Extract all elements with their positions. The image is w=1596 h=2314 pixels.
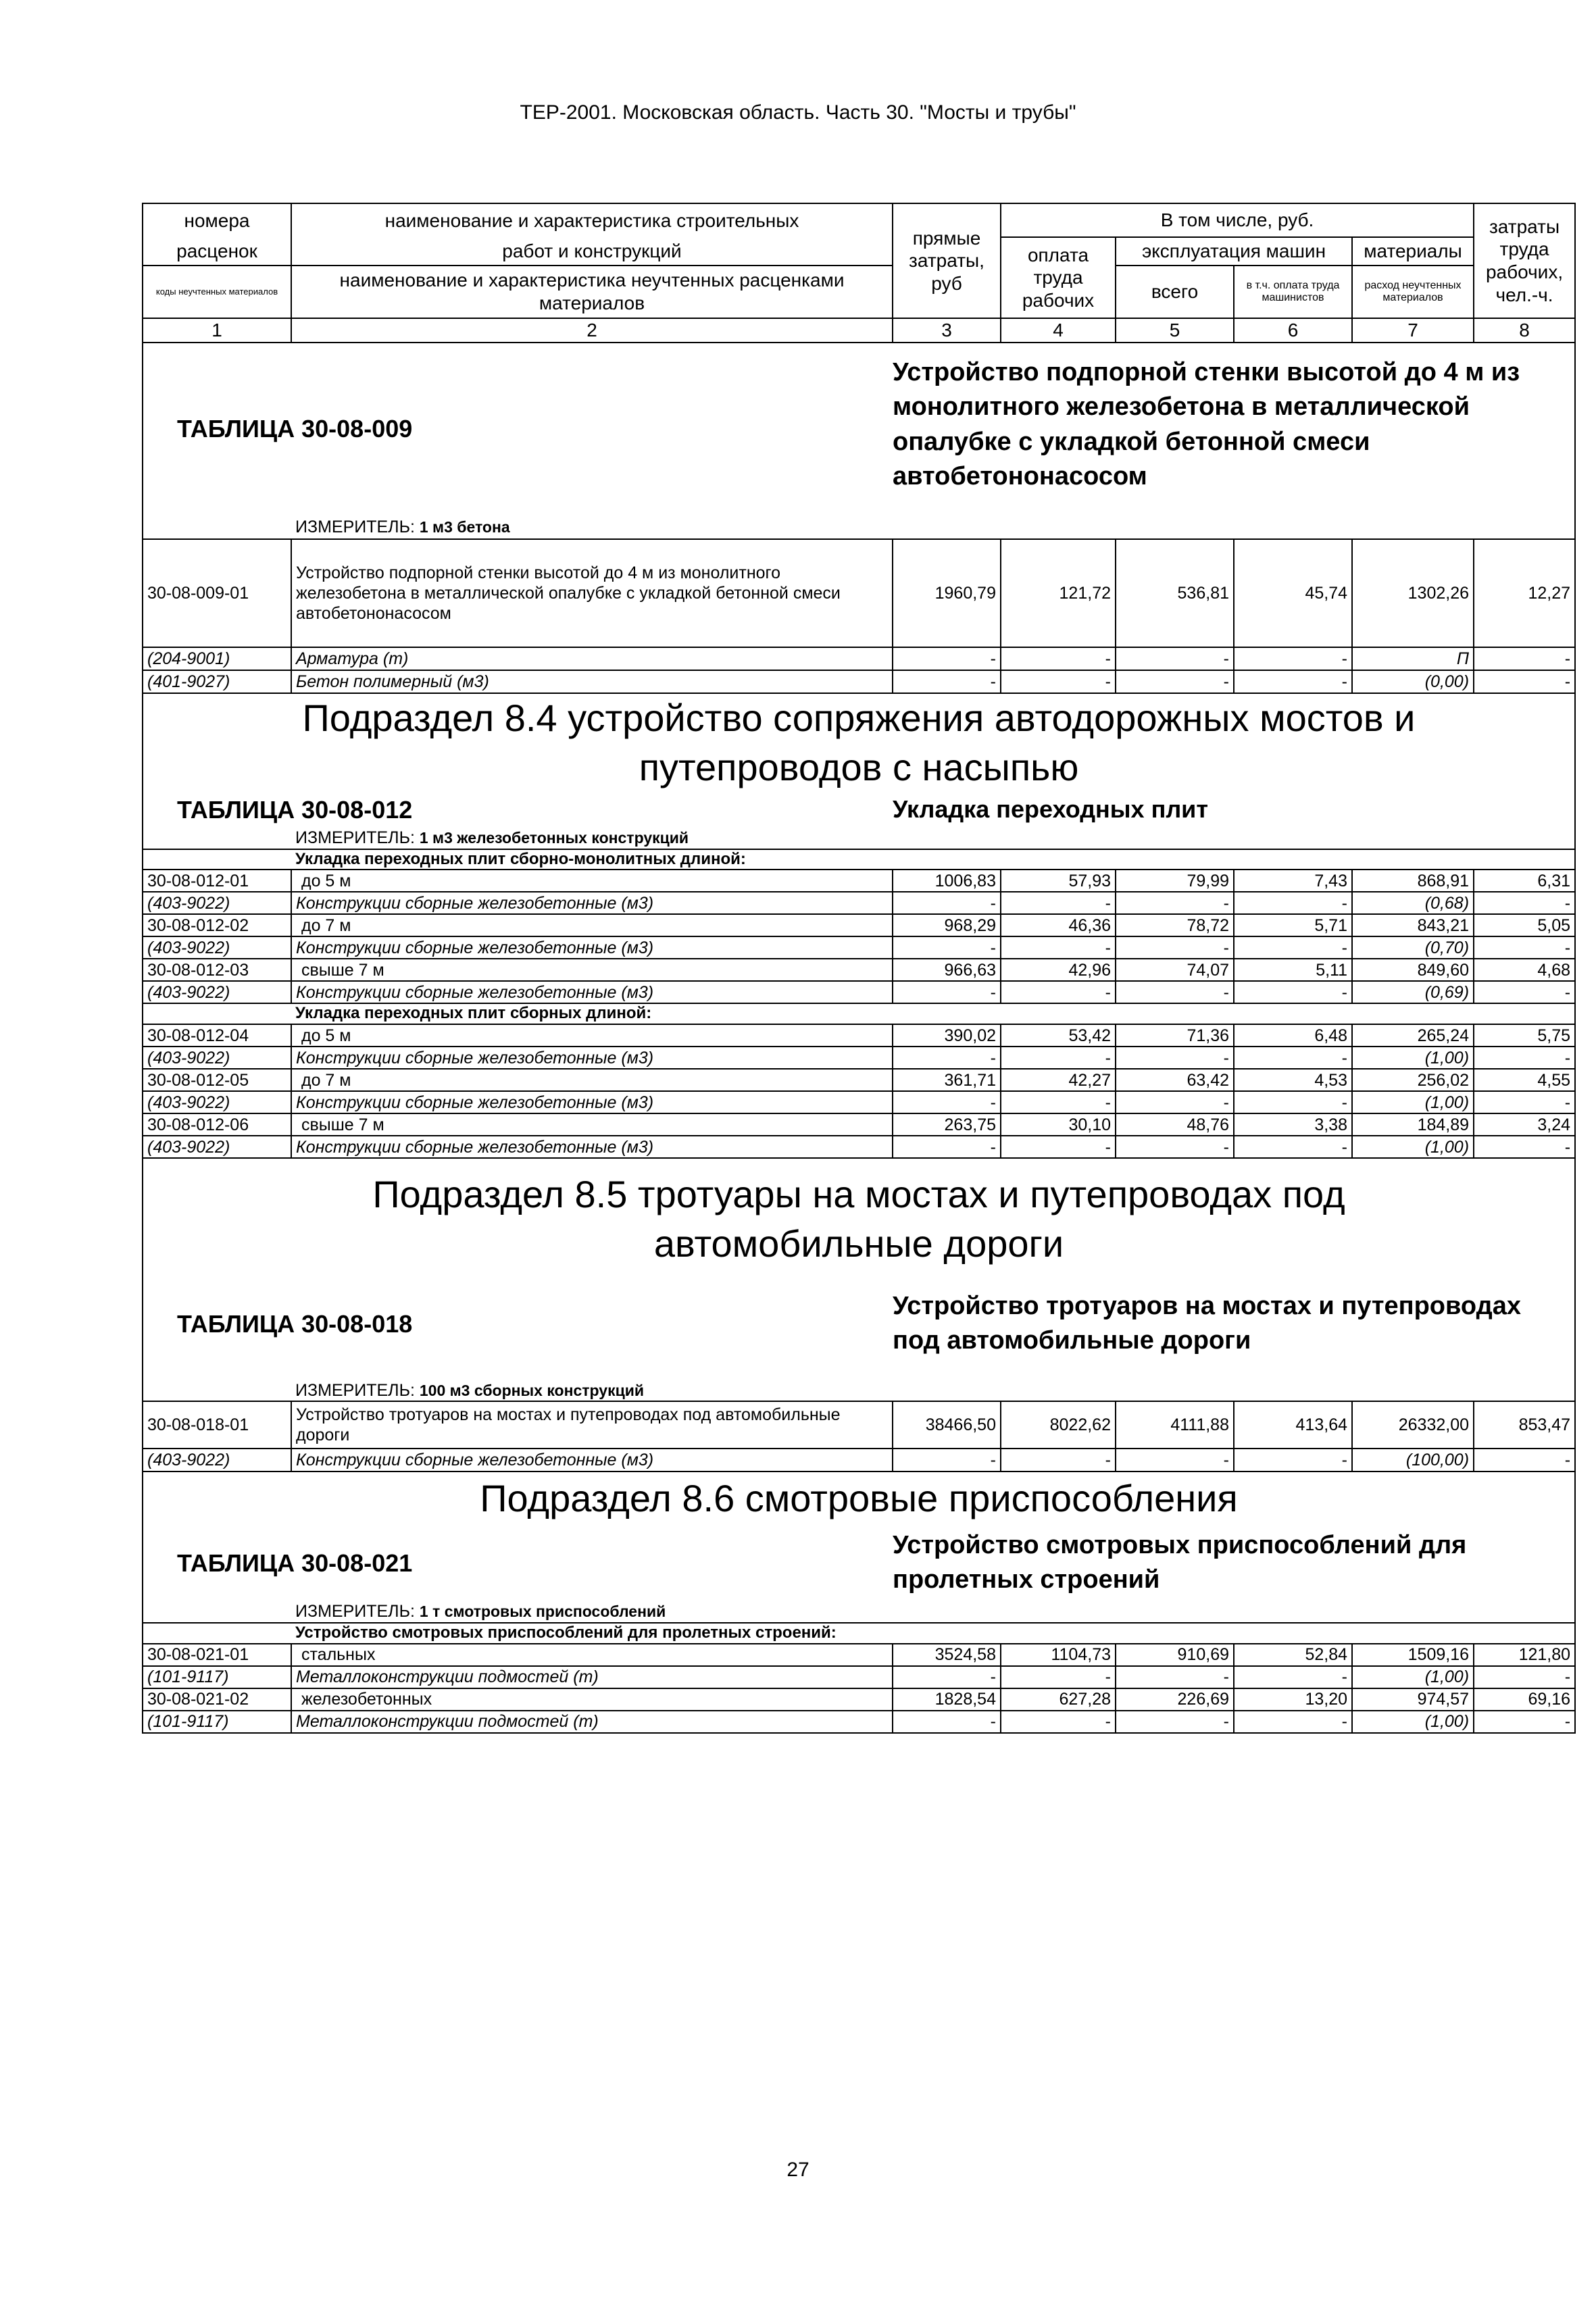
direct-costs: 966,63 bbox=[893, 959, 1001, 981]
direct-costs: 1006,83 bbox=[893, 870, 1001, 892]
material-v5: - bbox=[1116, 1666, 1234, 1688]
machines-total: 226,69 bbox=[1116, 1688, 1234, 1711]
rate-code: 30-08-009-01 bbox=[143, 539, 291, 647]
machinists-pay: 5,11 bbox=[1234, 959, 1352, 981]
material-v8: - bbox=[1474, 1449, 1575, 1472]
material-row bbox=[143, 981, 1575, 1003]
col-number-8: 8 bbox=[1474, 318, 1575, 343]
direct-costs: 1960,79 bbox=[893, 539, 1001, 647]
table-009-measure: ИЗМЕРИТЕЛЬ: 1 м3 бетона bbox=[291, 515, 1575, 539]
labor-pay: 42,27 bbox=[1001, 1069, 1116, 1091]
table-row bbox=[143, 1113, 1575, 1136]
col2-header-bottom: наименование и характеристика неучтенных расценками материалов bbox=[291, 266, 893, 318]
material-v7: (100,00) bbox=[1352, 1449, 1474, 1472]
material-v8: - bbox=[1474, 647, 1575, 670]
col-number-5: 5 bbox=[1116, 318, 1234, 343]
material-v6: - bbox=[1234, 936, 1352, 959]
col8-header: затраты труда рабочих, чел.-ч. bbox=[1474, 203, 1575, 318]
machines-total: 4111,88 bbox=[1116, 1401, 1234, 1449]
including-header: В том числе, руб. bbox=[1001, 203, 1474, 237]
table-021-measure: ИЗМЕРИТЕЛЬ: 1 т смотровых приспособлений bbox=[291, 1600, 1575, 1623]
rate-code: 30-08-012-02 bbox=[143, 914, 291, 936]
material-code: (101-9117) bbox=[143, 1666, 291, 1688]
machines-total: 78,72 bbox=[1116, 914, 1234, 936]
machinists-pay: 5,71 bbox=[1234, 914, 1352, 936]
labor-hours: 5,05 bbox=[1474, 914, 1575, 936]
machinists-pay: 7,43 bbox=[1234, 870, 1352, 892]
col3-header: прямые затраты, руб bbox=[893, 203, 1001, 318]
direct-costs: 390,02 bbox=[893, 1024, 1001, 1047]
material-row bbox=[143, 1449, 1575, 1472]
machinists-pay: 4,53 bbox=[1234, 1069, 1352, 1091]
table-row bbox=[143, 1024, 1575, 1047]
material-v5: - bbox=[1116, 1091, 1234, 1113]
machines-header: эксплуатация машин bbox=[1116, 237, 1352, 266]
material-v7: (0,69) bbox=[1352, 981, 1474, 1003]
material-v3: - bbox=[893, 981, 1001, 1003]
material-name: Конструкции сборные железобетонные (м3) bbox=[291, 981, 893, 1003]
material-name: Конструкции сборные железобетонные (м3) bbox=[291, 1449, 893, 1472]
rate-code: 30-08-021-02 bbox=[143, 1688, 291, 1711]
rate-name: железобетонных bbox=[291, 1688, 893, 1711]
material-row bbox=[143, 647, 1575, 670]
rates-document bbox=[142, 203, 1571, 1734]
material-v8: - bbox=[1474, 1711, 1575, 1733]
material-v4: - bbox=[1001, 892, 1116, 914]
material-v5: - bbox=[1116, 1711, 1234, 1733]
table-row bbox=[143, 1401, 1575, 1449]
material-v6: - bbox=[1234, 981, 1352, 1003]
materials: 843,21 bbox=[1352, 914, 1474, 936]
material-v7: (0,68) bbox=[1352, 892, 1474, 914]
table-row bbox=[143, 1688, 1575, 1711]
labor-hours: 3,24 bbox=[1474, 1113, 1575, 1136]
table-row bbox=[143, 539, 1575, 647]
material-v6: - bbox=[1234, 647, 1352, 670]
col7-header-top: материалы bbox=[1352, 237, 1474, 266]
material-v4: - bbox=[1001, 647, 1116, 670]
material-v5: - bbox=[1116, 936, 1234, 959]
material-row bbox=[143, 1047, 1575, 1069]
material-v7: (1,00) bbox=[1352, 1091, 1474, 1113]
labor-pay: 30,10 bbox=[1001, 1113, 1116, 1136]
col-number-3: 3 bbox=[893, 318, 1001, 343]
direct-costs: 968,29 bbox=[893, 914, 1001, 936]
material-code: (403-9022) bbox=[143, 936, 291, 959]
col2-header-mid: работ и конструкций bbox=[291, 237, 893, 266]
material-code: (403-9022) bbox=[143, 981, 291, 1003]
material-v3: - bbox=[893, 1666, 1001, 1688]
col-number-1: 1 bbox=[143, 318, 291, 343]
labor-hours: 12,27 bbox=[1474, 539, 1575, 647]
materials: 265,24 bbox=[1352, 1024, 1474, 1047]
material-row bbox=[143, 936, 1575, 959]
material-v8: - bbox=[1474, 892, 1575, 914]
material-name: Металлоконструкции подмостей (т) bbox=[291, 1711, 893, 1733]
material-v3: - bbox=[893, 1711, 1001, 1733]
machinists-pay: 13,20 bbox=[1234, 1688, 1352, 1711]
material-v8: - bbox=[1474, 1091, 1575, 1113]
table-row bbox=[143, 1069, 1575, 1091]
subsection-8-5-title: Подраздел 8.5 тротуары на мостах и путепроводах под автомобильные дороги bbox=[143, 1158, 1575, 1280]
rate-name: Устройство подпорной стенки высотой до 4 м из монолитного железобетона в металлической опалубке с укладкой бетонной смеси автобетононасосом bbox=[291, 539, 893, 647]
rate-name: до 7 м bbox=[291, 914, 893, 936]
machines-total: 910,69 bbox=[1116, 1644, 1234, 1666]
direct-costs: 1828,54 bbox=[893, 1688, 1001, 1711]
table-row bbox=[143, 914, 1575, 936]
rate-code: 30-08-012-03 bbox=[143, 959, 291, 981]
material-v3: - bbox=[893, 647, 1001, 670]
machines-total: 71,36 bbox=[1116, 1024, 1234, 1047]
material-row bbox=[143, 670, 1575, 693]
direct-costs: 263,75 bbox=[893, 1113, 1001, 1136]
material-v8: - bbox=[1474, 1136, 1575, 1158]
material-name: Конструкции сборные железобетонные (м3) bbox=[291, 1047, 893, 1069]
material-code: (403-9022) bbox=[143, 892, 291, 914]
material-v3: - bbox=[893, 670, 1001, 693]
table-header bbox=[143, 203, 1575, 343]
material-v7: П bbox=[1352, 647, 1474, 670]
rate-code: 30-08-018-01 bbox=[143, 1401, 291, 1449]
labor-pay: 121,72 bbox=[1001, 539, 1116, 647]
material-v8: - bbox=[1474, 936, 1575, 959]
material-v4: - bbox=[1001, 1666, 1116, 1688]
group-title: Устройство смотровых приспособлений для пролетных строений: bbox=[291, 1623, 1575, 1644]
rate-code: 30-08-021-01 bbox=[143, 1644, 291, 1666]
material-code: (403-9022) bbox=[143, 1091, 291, 1113]
table-021-title: Устройство смотровых приспособлений для пролетных строений bbox=[893, 1526, 1575, 1600]
material-name: Арматура (т) bbox=[291, 647, 893, 670]
col5-header: всего bbox=[1116, 266, 1234, 318]
machines-total: 63,42 bbox=[1116, 1069, 1234, 1091]
labor-hours: 853,47 bbox=[1474, 1401, 1575, 1449]
rate-name: до 5 м bbox=[291, 1024, 893, 1047]
col-number-7: 7 bbox=[1352, 318, 1474, 343]
material-v6: - bbox=[1234, 1449, 1352, 1472]
material-v3: - bbox=[893, 936, 1001, 959]
col-number-2: 2 bbox=[291, 318, 893, 343]
material-code: (101-9117) bbox=[143, 1711, 291, 1733]
machinists-pay: 52,84 bbox=[1234, 1644, 1352, 1666]
material-v4: - bbox=[1001, 981, 1116, 1003]
direct-costs: 361,71 bbox=[893, 1069, 1001, 1091]
material-name: Конструкции сборные железобетонные (м3) bbox=[291, 936, 893, 959]
materials: 868,91 bbox=[1352, 870, 1474, 892]
material-v7: (0,70) bbox=[1352, 936, 1474, 959]
material-code: (403-9022) bbox=[143, 1047, 291, 1069]
material-v7: (1,00) bbox=[1352, 1666, 1474, 1688]
machines-total: 74,07 bbox=[1116, 959, 1234, 981]
material-v6: - bbox=[1234, 1091, 1352, 1113]
table-row bbox=[143, 959, 1575, 981]
material-v5: - bbox=[1116, 1047, 1234, 1069]
labor-hours: 121,80 bbox=[1474, 1644, 1575, 1666]
material-v4: - bbox=[1001, 936, 1116, 959]
material-row bbox=[143, 1136, 1575, 1158]
col7-header-bottom: расход неучтенных материалов bbox=[1352, 266, 1474, 318]
table-021-name: ТАБЛИЦА 30-08-021 bbox=[143, 1526, 893, 1600]
material-v8: - bbox=[1474, 1047, 1575, 1069]
material-v6: - bbox=[1234, 670, 1352, 693]
table-012-title: Укладка переходных плит bbox=[893, 793, 1575, 828]
rate-name: Устройство тротуаров на мостах и путепроводах под автомобильные дороги bbox=[291, 1401, 893, 1449]
direct-costs: 3524,58 bbox=[893, 1644, 1001, 1666]
material-v5: - bbox=[1116, 1449, 1234, 1472]
material-v6: - bbox=[1234, 1666, 1352, 1688]
col1-header-bottom: коды неучтенных материалов bbox=[143, 266, 291, 318]
machines-total: 79,99 bbox=[1116, 870, 1234, 892]
page-number: 27 bbox=[787, 2159, 809, 2181]
subsection-8-4-title: Подраздел 8.4 устройство сопряжения автодорожных мостов и путепроводов с насыпью bbox=[143, 693, 1575, 793]
material-v4: - bbox=[1001, 1047, 1116, 1069]
material-code: (204-9001) bbox=[143, 647, 291, 670]
rate-name: до 7 м bbox=[291, 1069, 893, 1091]
labor-pay: 46,36 bbox=[1001, 914, 1116, 936]
rate-name: свыше 7 м bbox=[291, 1113, 893, 1136]
materials: 974,57 bbox=[1352, 1688, 1474, 1711]
col6-header: в т.ч. оплата труда машинистов bbox=[1234, 266, 1352, 318]
material-v5: - bbox=[1116, 1136, 1234, 1158]
rates-table bbox=[142, 203, 1576, 1734]
material-v7: (0,00) bbox=[1352, 670, 1474, 693]
labor-pay: 57,93 bbox=[1001, 870, 1116, 892]
material-v8: - bbox=[1474, 670, 1575, 693]
table-row bbox=[143, 1644, 1575, 1666]
material-row bbox=[143, 892, 1575, 914]
group-title: Укладка переходных плит сборных длиной: bbox=[291, 1003, 1575, 1024]
page-header: ТЕР-2001. Московская область. Часть 30. "Мосты и трубы" bbox=[520, 101, 1076, 124]
labor-pay: 53,42 bbox=[1001, 1024, 1116, 1047]
material-v6: - bbox=[1234, 1136, 1352, 1158]
table-012-group2-rows bbox=[143, 1024, 1575, 1158]
rate-name: стальных bbox=[291, 1644, 893, 1666]
rate-name: свыше 7 м bbox=[291, 959, 893, 981]
table-009-name: ТАБЛИЦА 30-08-009 bbox=[143, 343, 893, 515]
labor-pay: 627,28 bbox=[1001, 1688, 1116, 1711]
material-v5: - bbox=[1116, 670, 1234, 693]
material-v8: - bbox=[1474, 1666, 1575, 1688]
direct-costs: 38466,50 bbox=[893, 1401, 1001, 1449]
labor-pay: 8022,62 bbox=[1001, 1401, 1116, 1449]
col-number-4: 4 bbox=[1001, 318, 1116, 343]
labor-pay: 42,96 bbox=[1001, 959, 1116, 981]
machinists-pay: 45,74 bbox=[1234, 539, 1352, 647]
materials: 256,02 bbox=[1352, 1069, 1474, 1091]
material-v3: - bbox=[893, 892, 1001, 914]
rate-code: 30-08-012-05 bbox=[143, 1069, 291, 1091]
material-name: Конструкции сборные железобетонные (м3) bbox=[291, 892, 893, 914]
labor-hours: 4,55 bbox=[1474, 1069, 1575, 1091]
labor-hours: 6,31 bbox=[1474, 870, 1575, 892]
material-v4: - bbox=[1001, 1136, 1116, 1158]
material-v4: - bbox=[1001, 1091, 1116, 1113]
material-row bbox=[143, 1666, 1575, 1688]
material-v7: (1,00) bbox=[1352, 1136, 1474, 1158]
col-number-6: 6 bbox=[1234, 318, 1352, 343]
col1-header-top: номера bbox=[143, 203, 291, 237]
material-name: Бетон полимерный (м3) bbox=[291, 670, 893, 693]
labor-pay: 1104,73 bbox=[1001, 1644, 1116, 1666]
material-name: Конструкции сборные железобетонные (м3) bbox=[291, 1091, 893, 1113]
table-009-title: Устройство подпорной стенки высотой до 4 м из монолитного железобетона в металлической опалубке с укладкой бетонной смеси автобетононасосом bbox=[893, 343, 1575, 515]
table-012-measure: ИЗМЕРИТЕЛЬ: 1 м3 железобетонных конструкций bbox=[291, 828, 1575, 849]
table-012-name: ТАБЛИЦА 30-08-012 bbox=[143, 793, 893, 828]
material-code: (403-9022) bbox=[143, 1449, 291, 1472]
material-v7: (1,00) bbox=[1352, 1711, 1474, 1733]
material-v3: - bbox=[893, 1047, 1001, 1069]
table-row bbox=[143, 870, 1575, 892]
material-name: Металлоконструкции подмостей (т) bbox=[291, 1666, 893, 1688]
col4-header: оплата труда рабочих bbox=[1001, 237, 1116, 318]
material-v5: - bbox=[1116, 892, 1234, 914]
material-v6: - bbox=[1234, 892, 1352, 914]
col2-header-top: наименование и характеристика строительных bbox=[291, 203, 893, 237]
group-title: Укладка переходных плит сборно-монолитных длиной: bbox=[291, 849, 1575, 870]
material-v7: (1,00) bbox=[1352, 1047, 1474, 1069]
materials: 849,60 bbox=[1352, 959, 1474, 981]
labor-hours: 5,75 bbox=[1474, 1024, 1575, 1047]
col1-header-mid: расценок bbox=[143, 237, 291, 266]
material-v4: - bbox=[1001, 1711, 1116, 1733]
machinists-pay: 413,64 bbox=[1234, 1401, 1352, 1449]
labor-hours: 4,68 bbox=[1474, 959, 1575, 981]
material-v6: - bbox=[1234, 1047, 1352, 1069]
material-v5: - bbox=[1116, 647, 1234, 670]
material-code: (403-9022) bbox=[143, 1136, 291, 1158]
material-row bbox=[143, 1091, 1575, 1113]
materials: 1509,16 bbox=[1352, 1644, 1474, 1666]
materials: 1302,26 bbox=[1352, 539, 1474, 647]
materials: 184,89 bbox=[1352, 1113, 1474, 1136]
material-row bbox=[143, 1711, 1575, 1733]
machinists-pay: 3,38 bbox=[1234, 1113, 1352, 1136]
material-v4: - bbox=[1001, 1449, 1116, 1472]
material-v4: - bbox=[1001, 670, 1116, 693]
material-v3: - bbox=[893, 1136, 1001, 1158]
machines-total: 48,76 bbox=[1116, 1113, 1234, 1136]
material-v8: - bbox=[1474, 981, 1575, 1003]
materials: 26332,00 bbox=[1352, 1401, 1474, 1449]
machinists-pay: 6,48 bbox=[1234, 1024, 1352, 1047]
material-v6: - bbox=[1234, 1711, 1352, 1733]
material-v3: - bbox=[893, 1091, 1001, 1113]
table-012-group1-rows bbox=[143, 870, 1575, 1003]
material-v5: - bbox=[1116, 981, 1234, 1003]
subsection-8-6-title: Подраздел 8.6 смотровые приспособления bbox=[143, 1472, 1575, 1526]
rate-code: 30-08-012-01 bbox=[143, 870, 291, 892]
material-v3: - bbox=[893, 1449, 1001, 1472]
table-018-name: ТАБЛИЦА 30-08-018 bbox=[143, 1280, 893, 1367]
table-018-measure: ИЗМЕРИТЕЛЬ: 100 м3 сборных конструкций bbox=[291, 1367, 1575, 1401]
table-021-rows bbox=[143, 1644, 1575, 1733]
material-name: Конструкции сборные железобетонные (м3) bbox=[291, 1136, 893, 1158]
rate-code: 30-08-012-06 bbox=[143, 1113, 291, 1136]
material-code: (401-9027) bbox=[143, 670, 291, 693]
rate-code: 30-08-012-04 bbox=[143, 1024, 291, 1047]
labor-hours: 69,16 bbox=[1474, 1688, 1575, 1711]
rate-name: до 5 м bbox=[291, 870, 893, 892]
machines-total: 536,81 bbox=[1116, 539, 1234, 647]
table-018-title: Устройство тротуаров на мостах и путепроводах под автомобильные дороги bbox=[893, 1280, 1575, 1367]
